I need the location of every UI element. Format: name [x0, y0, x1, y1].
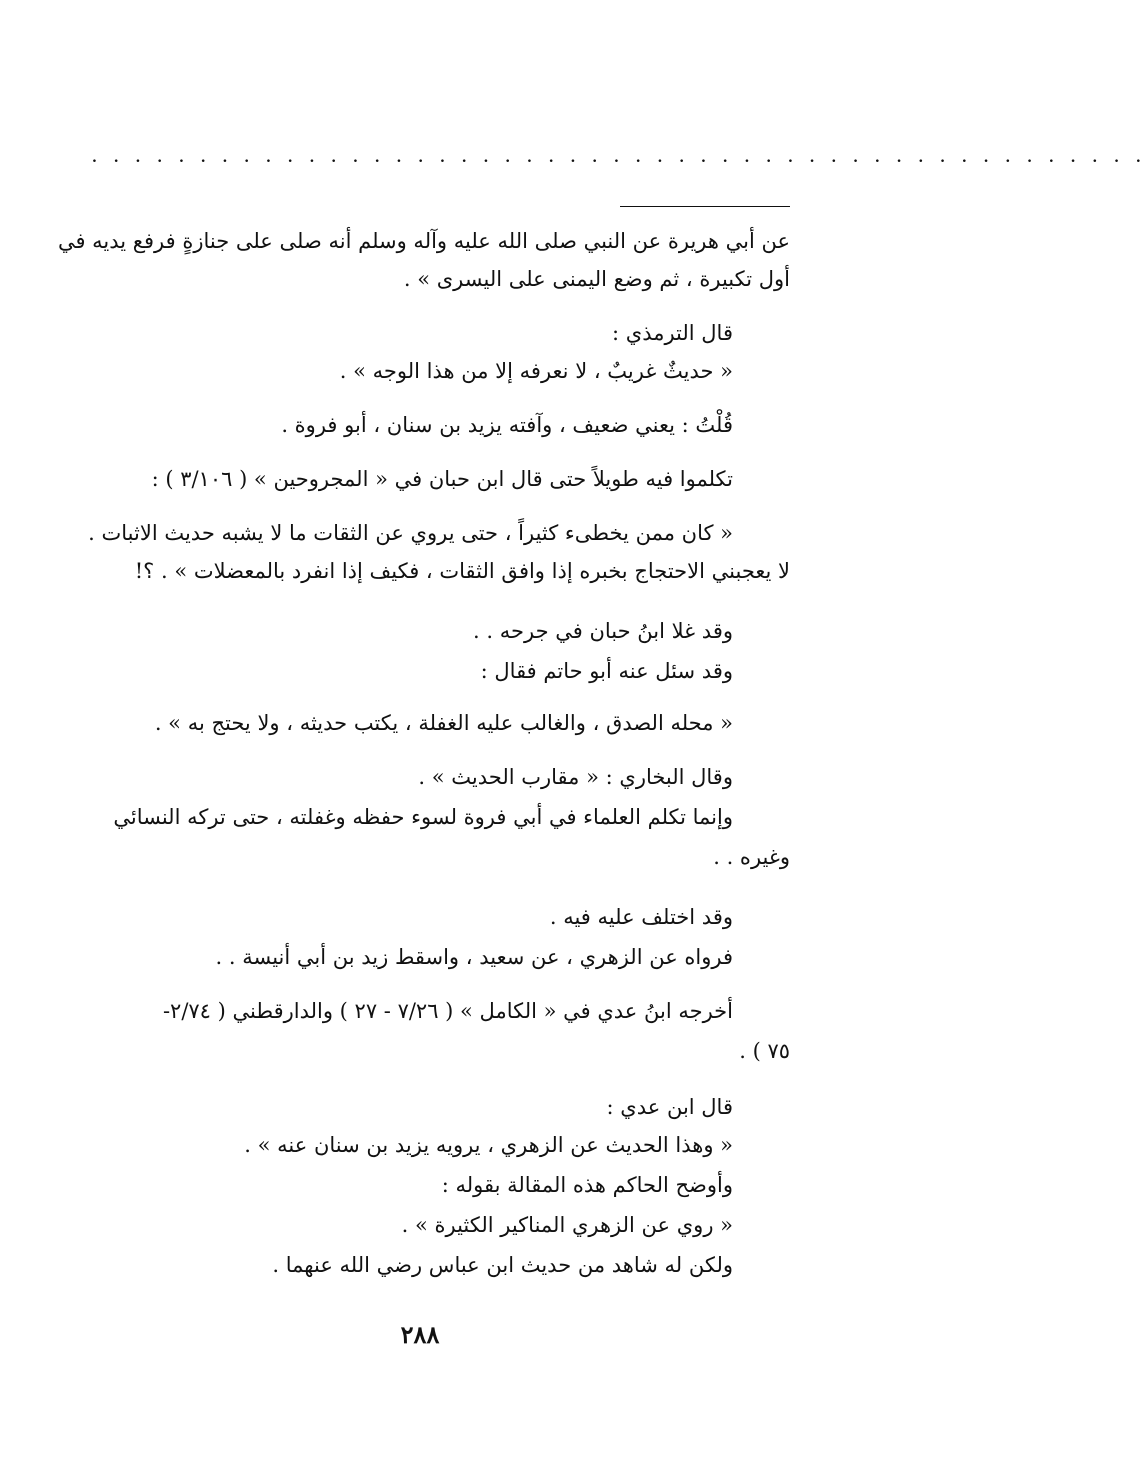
- text-line: تكلموا فيه طويلاً حتى قال ابن حبان في « المجروحين » ( ٣/١٠٦ ) :: [151, 467, 733, 491]
- text-line: « كان ممن يخطىء كثيراً ، حتى يروي عن الثقات ما لا يشبه حديث الاثبات .: [88, 521, 733, 545]
- text-line: قال الترمذي :: [612, 321, 733, 345]
- text-line: وإنما تكلم العلماء في أبي فروة لسوء حفظه وغفلته ، حتى تركه النسائي: [113, 805, 733, 829]
- text-line: « وهذا الحديث عن الزهري ، يرويه يزيد بن سنان عنه » .: [244, 1133, 733, 1157]
- footnote-rule: [620, 206, 790, 207]
- text-line: قُلْتُ : يعني ضعيف ، وآفته يزيد بن سنان ، أبو فروة .: [281, 413, 733, 437]
- text-line: عن أبي هريرة عن النبي صلى الله عليه وآله وسلم أنه صلى على جنازةٍ فرفع يديه في: [57, 229, 790, 253]
- text-line: وقد اختلف عليه فيه .: [549, 905, 733, 929]
- text-line: فرواه عن الزهري ، عن سعيد ، واسقط زيد بن أبي أنيسة . .: [215, 945, 733, 969]
- text-line: لا يعجبني الاحتجاج بخبره إذا وافق الثقات ، فكيف إذا انفرد بالمعضلات » . ؟!: [134, 559, 790, 583]
- text-line: ولكن له شاهد من حديث ابن عباس رضي الله عنهما .: [272, 1253, 733, 1277]
- text-line: أول تكبيرة ، ثم وضع اليمنى على اليسرى » .: [403, 267, 790, 291]
- text-line: وقال البخاري : « مقارب الحديث » .: [418, 765, 733, 789]
- text-line: « حديثٌ غريبٌ ، لا نعرفه إلا من هذا الوجه » .: [339, 359, 733, 383]
- text-line: « محله الصدق ، والغالب عليه الغفلة ، يكتب حديثه ، ولا يحتج به » .: [154, 711, 733, 735]
- text-line: وقد غلا ابنُ حبان في جرحه . .: [473, 619, 733, 643]
- text-line: ٧٥ ) .: [739, 1039, 790, 1063]
- footnote-separator-dots: . . . . . . . . . . . . . . . . . . . . . . . . . . . . . . . . . . . . . . . . . . . . . . . . .: [92, 150, 1147, 166]
- text-line: قال ابن عدي :: [606, 1095, 733, 1119]
- text-line: « روي عن الزهري المناكير الكثيرة » .: [401, 1213, 733, 1237]
- page-number: ٢٨٨: [400, 1320, 440, 1349]
- text-line: وقد سئل عنه أبو حاتم فقال :: [480, 659, 733, 683]
- text-line: وأوضح الحاكم هذه المقالة بقوله :: [441, 1173, 733, 1197]
- text-line: وغيره . .: [713, 845, 790, 869]
- text-line: أخرجه ابنُ عدي في « الكامل » ( ٧/٢٦ - ٢٧ ) والدارقطني ( ٢/٧٤-: [162, 999, 733, 1023]
